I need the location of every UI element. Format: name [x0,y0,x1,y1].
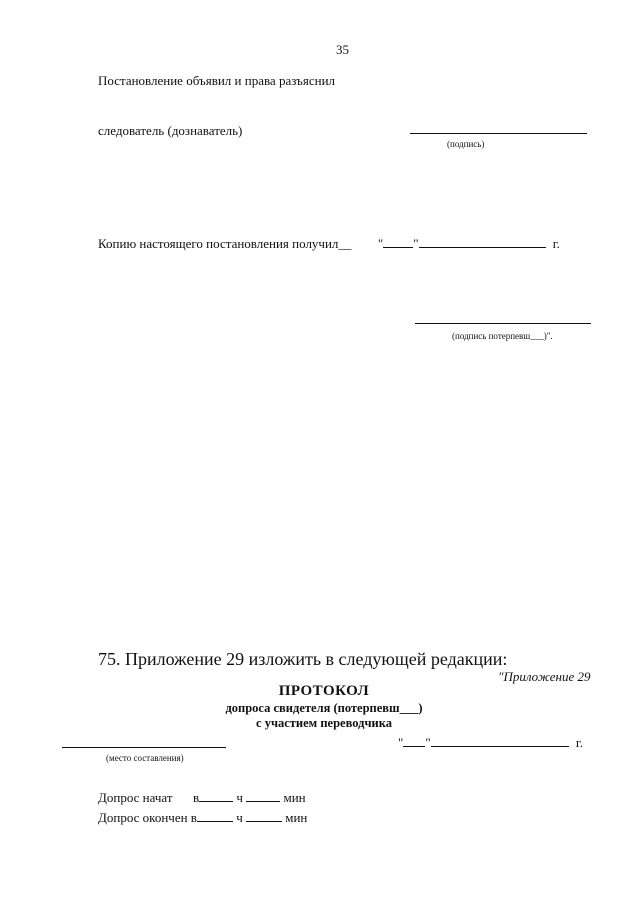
end-hours-unit: ч [236,810,243,825]
copy-received-text: Копию настоящего постановления получил__ [98,236,352,251]
quote-close: " [413,236,419,251]
protocol-date-row [398,735,583,751]
end-hours-field[interactable] [197,810,233,822]
place-line[interactable] [62,747,226,748]
victim-signature-caption: (подпись потерпевш___)". [452,331,553,341]
investigator-signature-line[interactable] [410,133,587,134]
end-minutes-unit: мин [285,810,308,825]
month-year-field[interactable] [419,236,546,248]
start-hours-field[interactable] [199,790,233,802]
copy-received-row [98,236,560,252]
date-quote-close: " [425,735,431,750]
place-caption: (место составления) [106,753,184,763]
amendment-heading: 75. Приложение 29 изложить в следующей редакции: [98,649,508,669]
end-at: в [190,810,197,825]
quote-open: " [377,236,384,251]
end-label: Допрос окончен [98,810,188,825]
protocol-title: ПРОТОКОЛ [278,683,370,699]
year-suffix: г. [552,236,560,251]
start-at: в [193,790,200,805]
end-minutes-field[interactable] [246,810,282,822]
investigator-label: следователь (дознаватель) [98,123,243,138]
announcement-text: Постановление объявил и права разъяснил [98,73,336,88]
end-row [98,810,307,826]
start-row [98,790,306,806]
start-minutes-field[interactable] [246,790,280,802]
protocol-month-year-field[interactable] [431,735,569,747]
investigator-signature-caption: (подпись) [447,139,485,149]
start-hours-unit: ч [236,790,243,805]
start-minutes-unit: мин [283,790,306,805]
date-quote-open: " [398,735,404,750]
page-number: 35 [336,42,349,57]
protocol-subtitle-2: с участием переводчика [256,716,392,730]
day-field[interactable] [383,236,413,248]
protocol-year-suffix: г. [575,735,583,750]
appendix-label: "Приложение 29 [498,669,591,684]
protocol-subtitle-1: допроса свидетеля (потерпевш___) [225,701,423,715]
victim-signature-line[interactable] [415,323,591,324]
protocol-day-field[interactable] [403,735,425,747]
start-label: Допрос начат [98,790,173,805]
